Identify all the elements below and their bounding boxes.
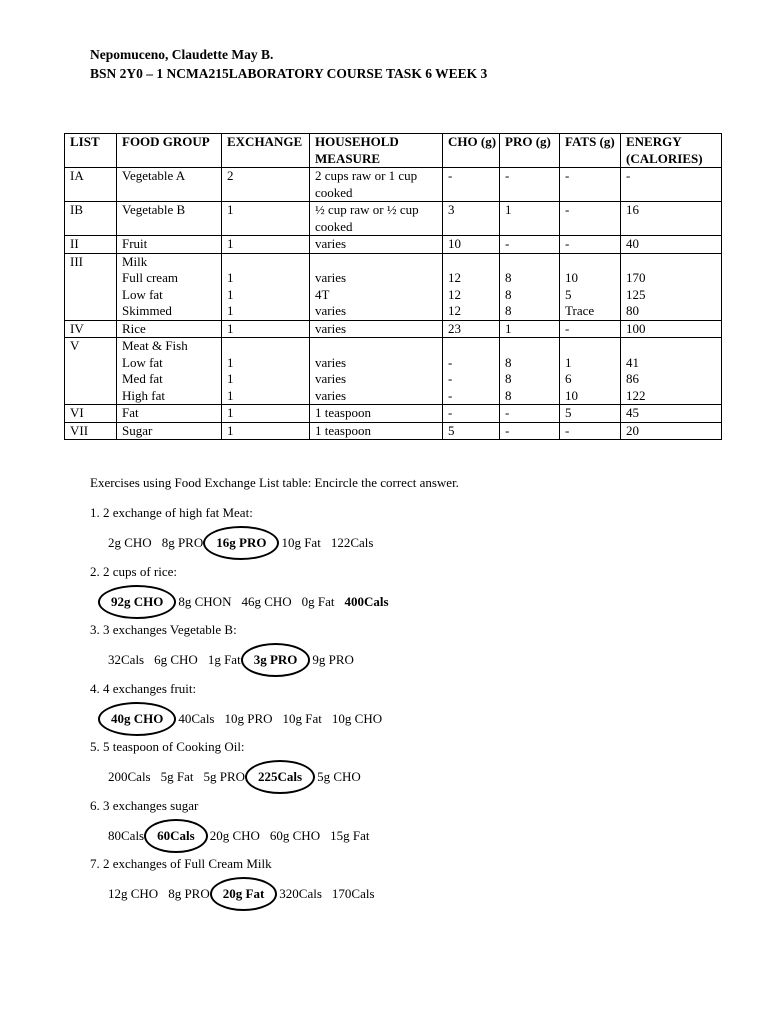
cell-line: II: [70, 236, 79, 251]
table-cell: [65, 168, 117, 202]
answer-option[interactable]: 15g Fat: [330, 827, 370, 843]
cell-line: 1: [227, 354, 234, 370]
cell-line: 1: [227, 286, 234, 302]
table-cell: [500, 320, 560, 338]
cell-line: [626, 338, 721, 355]
table-cell: [500, 202, 560, 236]
table-cell: [117, 405, 222, 423]
cell-line: V: [70, 338, 80, 353]
table-cell: [443, 202, 500, 236]
cell-line: -: [626, 168, 631, 183]
answer-option[interactable]: 10g Fat: [281, 535, 321, 550]
table-cell: [117, 422, 222, 440]
table-cell: [310, 236, 443, 254]
table-cell: [310, 422, 443, 440]
cell-line: -: [505, 236, 510, 251]
table-cell: [310, 202, 443, 236]
cell-line: 1: [227, 236, 234, 251]
cell-line: 100: [626, 320, 646, 336]
exercise-question: 5. 5 teaspoon of Cooking Oil:: [90, 739, 245, 754]
cell-line: varies: [315, 320, 347, 336]
answer-option[interactable]: 20g CHO: [209, 827, 260, 843]
table-cell: [621, 202, 722, 236]
exercise-question: 3. 3 exchanges Vegetable B:: [90, 622, 237, 637]
cell-line: varies: [315, 270, 347, 285]
table-cell: [621, 168, 722, 202]
table-cell: [500, 338, 560, 405]
cell-line: 3: [448, 202, 455, 217]
answer-option[interactable]: 2g CHO: [108, 535, 152, 550]
table-cell: [65, 202, 117, 236]
table-cell: [222, 422, 310, 440]
cell-line: 1: [227, 202, 234, 217]
table-row: [65, 422, 722, 440]
exercise-question: 7. 2 exchanges of Full Cream Milk: [90, 856, 272, 871]
table-cell: [310, 253, 443, 320]
answer-option[interactable]: 10g PRO: [224, 710, 273, 726]
table-cell: [310, 168, 443, 202]
cell-line: Trace: [565, 303, 595, 318]
cell-line: 1: [565, 354, 572, 370]
cell-line: 1: [227, 320, 234, 336]
cell-line: [626, 254, 721, 271]
cell-line: 12: [448, 270, 461, 285]
table-cell: [222, 320, 310, 338]
answer-option[interactable]: 80Cals: [108, 827, 145, 843]
cell-line: -: [448, 371, 453, 386]
cell-line: varies: [315, 303, 347, 318]
table-row: [65, 202, 722, 236]
table-cell: [621, 236, 722, 254]
table-cell: [443, 405, 500, 423]
table-cell: [443, 253, 500, 320]
cell-line: 8: [505, 286, 512, 302]
answer-option[interactable]: 1g Fat: [207, 652, 241, 667]
table-cell: [65, 320, 117, 338]
table-cell: [500, 405, 560, 423]
exercise-question: 4. 4 exchanges fruit:: [90, 680, 197, 696]
answer-option[interactable]: 200Cals: [108, 769, 151, 784]
circled-answer[interactable]: 16g PRO: [203, 526, 279, 560]
exercise-options: [108, 593, 399, 611]
table-row: [65, 236, 722, 254]
cell-line: varies: [315, 236, 347, 251]
table-cell: [222, 253, 310, 320]
answer-option[interactable]: 5g Fat: [160, 769, 194, 784]
cell-line: IB: [70, 202, 83, 217]
cell-line: IV: [70, 320, 84, 336]
cell-line: ½ cup raw or ½ cup: [315, 202, 419, 217]
cell-line: 170: [626, 270, 646, 285]
table-cell: [621, 405, 722, 423]
cell-line: 5: [565, 405, 572, 420]
cell-line: Low fat: [122, 286, 163, 302]
cell-line: -: [565, 320, 570, 336]
table-cell: [560, 202, 621, 236]
answer-option[interactable]: 0g Fat: [301, 593, 335, 609]
cell-line: 5: [448, 422, 455, 438]
table-cell: [65, 422, 117, 440]
cell-line: Vegetable A: [122, 168, 186, 183]
cell-line: 1: [227, 303, 234, 318]
cell-line: varies: [315, 387, 347, 403]
table-row: [65, 253, 722, 320]
col-header-exchange: EXCHANGE: [222, 134, 310, 168]
cell-line: Milk: [122, 253, 148, 269]
answer-option[interactable]: 5g CHO: [317, 769, 361, 784]
table-cell: [310, 320, 443, 338]
table-cell: [500, 168, 560, 202]
cell-line: High fat: [122, 387, 165, 403]
table-cell: [222, 202, 310, 236]
table-cell: [222, 405, 310, 423]
table-cell: [443, 320, 500, 338]
table-cell: [560, 338, 621, 405]
cell-line: 10: [448, 236, 461, 251]
table-cell: [310, 405, 443, 423]
table-cell: [443, 338, 500, 405]
col-header-food-group: FOOD GROUP: [117, 134, 222, 168]
cell-line: -: [448, 354, 453, 370]
table-cell: [117, 236, 222, 254]
cell-line: 10: [565, 387, 578, 403]
table-row: [65, 168, 722, 202]
answer-option[interactable]: 122Cals: [330, 535, 374, 550]
cell-line: [565, 338, 620, 355]
col-header-household-measure: HOUSEHOLD MEASURE: [310, 134, 443, 168]
course-title: BSN 2Y0 – 1 NCMA215LABORATORY COURSE TASK 6 WEEK 3: [90, 66, 488, 81]
cell-line: [505, 338, 559, 355]
answer-option[interactable]: 400Cals: [344, 593, 389, 609]
cell-line: [315, 338, 442, 355]
answer-option[interactable]: 8g PRO: [161, 535, 204, 550]
table-cell: [65, 253, 117, 320]
answer-option[interactable]: 8g CHON: [178, 593, 232, 609]
cell-line: 23: [448, 320, 461, 336]
cell-line: 86: [626, 371, 639, 386]
cell-line: -: [565, 202, 570, 217]
cell-line: -: [448, 168, 453, 183]
cell-line: [448, 338, 499, 355]
cell-line: 2: [227, 168, 234, 183]
exercise-question: 6. 3 exchanges sugar: [90, 797, 199, 813]
cell-line: -: [565, 168, 570, 183]
cell-line: 20: [626, 422, 639, 438]
table-row: [65, 405, 722, 423]
table-cell: [222, 236, 310, 254]
answer-option[interactable]: 10g Fat: [282, 710, 322, 726]
answer-option[interactable]: 170Cals: [331, 886, 375, 901]
cell-line: 6: [565, 371, 572, 386]
cell-line: 1: [227, 270, 234, 285]
cell-line: 1: [505, 202, 512, 217]
cell-line: 8: [505, 303, 512, 318]
circled-answer[interactable]: 3g PRO: [241, 643, 311, 677]
circled-answer[interactable]: 225Cals: [245, 760, 315, 794]
table-cell: [310, 338, 443, 405]
cell-line: Med fat: [122, 371, 163, 386]
cell-line: 8: [505, 270, 512, 285]
exercise-question: 2. 2 cups of rice:: [90, 563, 178, 579]
cell-line: 1: [505, 320, 512, 336]
table-cell: [222, 168, 310, 202]
table-cell: [443, 236, 500, 254]
cell-line: 12: [448, 286, 461, 302]
cell-line: Vegetable B: [122, 202, 186, 217]
cell-line: -: [505, 405, 510, 420]
cell-line: 16: [626, 202, 639, 217]
answer-option[interactable]: 8g PRO: [168, 886, 210, 901]
cell-line: IA: [70, 168, 84, 183]
cell-line: -: [448, 387, 453, 403]
cell-line: Sugar: [122, 422, 153, 438]
exercise-options: [108, 885, 385, 903]
exercise-options: [108, 827, 379, 845]
cell-line: Fat: [122, 405, 139, 420]
table-cell: [621, 422, 722, 440]
table-cell: [117, 168, 222, 202]
cell-line: VI: [70, 405, 84, 420]
col-header-pro: PRO (g): [500, 134, 560, 168]
table-row: [65, 320, 722, 338]
cell-line: 41: [626, 354, 639, 370]
cell-line: [227, 338, 309, 355]
table-cell: [560, 168, 621, 202]
cell-line: 5: [565, 286, 572, 302]
cell-line: 122: [626, 387, 646, 403]
cell-line: 80: [626, 303, 639, 318]
table-cell: [560, 253, 621, 320]
table-cell: [65, 236, 117, 254]
exercises-intro: Exercises using Food Exchange List table: Encircle the correct answer.: [90, 475, 459, 490]
cell-line: [227, 254, 309, 271]
table-cell: [621, 320, 722, 338]
cell-line: -: [565, 422, 570, 438]
answer-option[interactable]: 12g CHO: [108, 886, 159, 901]
answer-option[interactable]: 9g PRO: [312, 652, 354, 667]
exercise-options: [108, 768, 371, 786]
answer-option[interactable]: 32Cals: [108, 652, 145, 667]
cell-line: 1: [227, 387, 234, 403]
exercise-options: [108, 651, 364, 669]
cell-line: 8: [505, 354, 512, 370]
answer-option[interactable]: 46g CHO: [241, 593, 292, 609]
cell-line: -: [505, 168, 510, 183]
cell-line: Fruit: [122, 236, 148, 251]
cell-line: cooked: [315, 218, 353, 234]
cell-line: 1 teaspoon: [315, 422, 371, 438]
cell-line: 45: [626, 405, 639, 420]
cell-line: [448, 254, 499, 271]
table-cell: [117, 202, 222, 236]
table-cell: [500, 236, 560, 254]
cell-line: 10: [565, 270, 578, 285]
table-cell: [621, 253, 722, 320]
exercise-options: [108, 534, 383, 552]
table-cell: [443, 168, 500, 202]
cell-line: 2 cups raw or 1 cup: [315, 168, 418, 183]
cell-line: 12: [448, 303, 461, 318]
table-cell: [65, 405, 117, 423]
cell-line: 8: [505, 387, 512, 403]
cell-line: [315, 254, 442, 271]
answer-option[interactable]: 320Cals: [279, 886, 322, 901]
cell-line: VII: [70, 422, 89, 438]
answer-option[interactable]: 10g CHO: [331, 710, 383, 726]
table-cell: [117, 253, 222, 320]
table-header-row: [65, 134, 722, 168]
table-cell: [117, 338, 222, 405]
table-cell: [443, 422, 500, 440]
cell-line: [565, 254, 620, 271]
cell-line: III: [70, 253, 83, 269]
table-cell: [621, 338, 722, 405]
table-cell: [500, 422, 560, 440]
table-cell: [560, 236, 621, 254]
table-cell: [117, 320, 222, 338]
cell-line: 1: [227, 371, 234, 386]
cell-line: 1: [227, 405, 234, 420]
cell-line: Full cream: [122, 270, 178, 285]
cell-line: 1 teaspoon: [315, 405, 371, 420]
answer-option[interactable]: 5g PRO: [203, 769, 246, 784]
answer-option[interactable]: 6g CHO: [154, 652, 198, 667]
cell-line: Meat & Fish: [122, 338, 188, 353]
cell-line: 8: [505, 371, 512, 386]
cell-line: cooked: [315, 184, 353, 200]
col-header-fats: FATS (g): [560, 134, 621, 168]
cell-line: 40: [626, 236, 639, 251]
cell-line: Skimmed: [122, 303, 172, 318]
cell-line: -: [505, 422, 510, 438]
circled-answer[interactable]: 60Cals: [144, 819, 208, 853]
col-header-list: LIST: [65, 134, 117, 168]
table-cell: [560, 320, 621, 338]
cell-line: varies: [315, 371, 347, 386]
cell-line: 1: [227, 422, 234, 438]
food-exchange-table: [64, 133, 722, 440]
cell-line: [505, 254, 559, 271]
answer-option[interactable]: 60g CHO: [269, 827, 321, 843]
cell-line: Rice: [122, 320, 146, 336]
col-header-cho: CHO (g): [443, 134, 500, 168]
cell-line: 125: [626, 286, 646, 302]
table-cell: [500, 253, 560, 320]
answer-option[interactable]: 40Cals: [178, 710, 215, 726]
circled-answer[interactable]: 40g CHO: [98, 702, 176, 736]
cell-line: Low fat: [122, 354, 163, 370]
exercise-question: 1. 2 exchange of high fat Meat:: [90, 505, 253, 520]
table-cell: [222, 338, 310, 405]
table-cell: [560, 405, 621, 423]
exercise-options: [108, 710, 392, 728]
cell-line: -: [565, 236, 570, 251]
student-name: Nepomuceno, Claudette May B.: [90, 47, 274, 62]
table-cell: [560, 422, 621, 440]
cell-line: varies: [315, 354, 347, 370]
table-row: [65, 338, 722, 405]
cell-line: 4T: [315, 286, 330, 302]
cell-line: -: [448, 405, 453, 420]
circled-answer[interactable]: 20g Fat: [210, 877, 278, 911]
col-header-energy: ENERGY (CALORIES): [621, 134, 722, 168]
circled-answer[interactable]: 92g CHO: [98, 585, 176, 619]
table-cell: [65, 338, 117, 405]
